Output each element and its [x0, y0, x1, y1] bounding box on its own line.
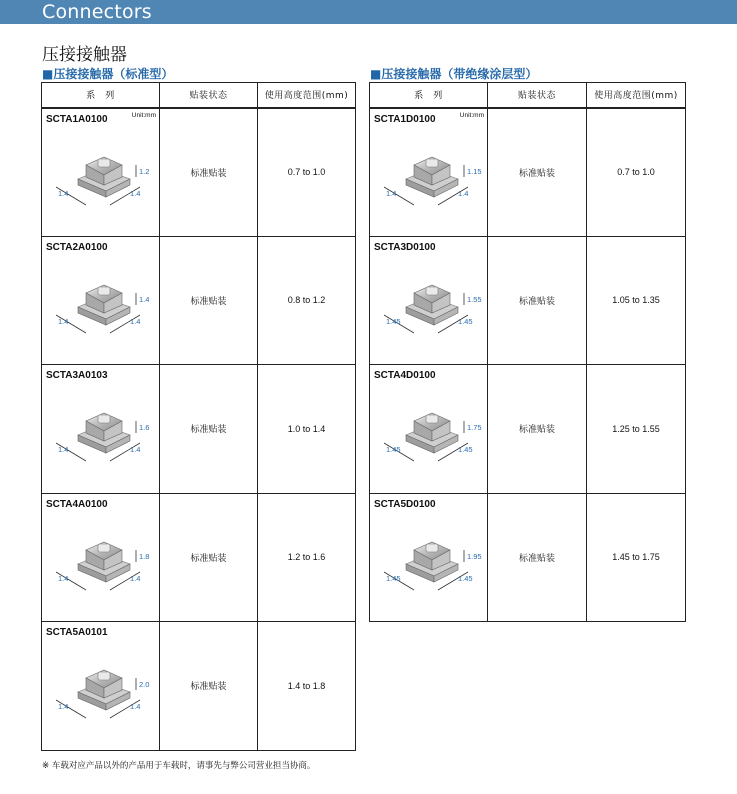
- table-row: [42, 493, 356, 622]
- table-header-row: [370, 83, 686, 108]
- table-row: [42, 365, 356, 494]
- width-dimension: 1.4: [58, 316, 69, 326]
- model-number: SCTA1D0100: [374, 113, 436, 125]
- header-title: Connectors: [42, 1, 152, 23]
- table-row: [42, 236, 356, 365]
- page-title: 压接接触器: [42, 45, 127, 65]
- left-section-title: [42, 65, 173, 82]
- height-range-cell: 1.0 to 1.4: [258, 365, 356, 494]
- unit-label: Unit:mm: [131, 111, 156, 119]
- depth-dimension: 1.4: [130, 702, 141, 711]
- width-dimension: 1.45: [386, 573, 401, 583]
- series-cell: [42, 108, 160, 237]
- height-range-cell: 0.8 to 1.2: [258, 236, 356, 365]
- series-cell: [42, 493, 160, 622]
- series-cell: [370, 108, 488, 237]
- height-range-cell: 0.7 to 1.0: [587, 108, 686, 237]
- model-number: SCTA4A0100: [46, 498, 108, 510]
- table-header-row: [42, 83, 356, 108]
- width-dimension: 1.45: [386, 316, 401, 326]
- series-cell: [42, 236, 160, 365]
- depth-dimension: 1.4: [458, 188, 469, 198]
- width-dimension: 1.4: [386, 188, 397, 198]
- height-range-cell: 1.45 to 1.75: [587, 493, 686, 622]
- depth-dimension: 1.4: [130, 316, 141, 326]
- series-cell: [42, 365, 160, 494]
- depth-dimension: 1.45: [458, 445, 473, 454]
- depth-dimension: 1.45: [458, 316, 473, 326]
- standard-type-table: [41, 82, 356, 751]
- height-range-cell: 1.2 to 1.6: [258, 493, 356, 622]
- mount-state-cell: 标准贴装: [160, 493, 258, 622]
- contact-part-icon: [78, 285, 130, 325]
- column-header-range: 使用高度范围(mm): [587, 83, 686, 108]
- depth-dimension: 1.4: [130, 188, 141, 198]
- contact-part-icon: [406, 157, 458, 197]
- table-row: [42, 108, 356, 237]
- column-header-mount: 贴装状态: [160, 83, 258, 108]
- model-number: SCTA1A0100: [46, 113, 108, 125]
- mount-state-cell: 标准贴装: [160, 236, 258, 365]
- height-dimension: 1.95: [467, 551, 482, 561]
- footnote: ※ 车载对应产品以外的产品用于车载时，请事先与弊公司营业担当协商。: [42, 761, 316, 771]
- model-number: SCTA5A0101: [46, 627, 108, 638]
- contact-part-icon: [78, 413, 130, 453]
- column-header-series: 系 列: [370, 83, 488, 108]
- depth-dimension: 1.45: [458, 573, 473, 583]
- width-dimension: 1.4: [58, 573, 69, 583]
- series-cell: [370, 493, 488, 622]
- right-section-title: [370, 65, 537, 82]
- series-cell: [370, 236, 488, 365]
- coated-type-table: [369, 82, 686, 622]
- column-header-series: 系 列: [42, 83, 160, 108]
- height-dimension: 1.15: [467, 166, 482, 176]
- depth-dimension: 1.4: [130, 445, 141, 454]
- column-header-mount: 贴装状态: [488, 83, 587, 108]
- width-dimension: 1.4: [58, 188, 69, 198]
- table-row: [42, 622, 356, 751]
- model-number: SCTA3A0103: [46, 370, 108, 381]
- header-bar: [0, 0, 737, 24]
- series-cell: [42, 622, 160, 751]
- table-row: [370, 365, 686, 494]
- mount-state-cell: 标准贴装: [160, 622, 258, 751]
- mount-state-cell: 标准贴装: [488, 108, 587, 237]
- height-dimension: 1.6: [139, 423, 150, 432]
- right-section-title-text: ■压接接触器（带绝缘涂层型）: [370, 67, 538, 81]
- table-row: [370, 108, 686, 237]
- height-dimension: 1.8: [139, 551, 150, 561]
- contact-part-icon: [78, 670, 130, 710]
- contact-part-icon: [78, 157, 130, 197]
- unit-label: Unit:mm: [459, 111, 484, 119]
- mount-state-cell: 标准贴装: [160, 365, 258, 494]
- table-row: [370, 236, 686, 365]
- width-dimension: 1.4: [58, 445, 69, 454]
- model-number: SCTA5D0100: [374, 498, 436, 510]
- height-dimension: 2.0: [139, 680, 150, 689]
- height-dimension: 1.75: [467, 423, 482, 432]
- column-header-range: 使用高度范围(mm): [258, 83, 356, 108]
- width-dimension: 1.45: [386, 445, 401, 454]
- height-range-cell: 0.7 to 1.0: [258, 108, 356, 237]
- height-range-cell: 1.25 to 1.55: [587, 365, 686, 494]
- series-cell: [370, 365, 488, 494]
- model-number: SCTA3D0100: [374, 241, 436, 253]
- height-dimension: 1.4: [139, 294, 150, 304]
- model-number: SCTA2A0100: [46, 241, 108, 253]
- contact-part-icon: [78, 542, 130, 582]
- mount-state-cell: 标准贴装: [160, 108, 258, 237]
- mount-state-cell: 标准贴装: [488, 365, 587, 494]
- height-dimension: 1.2: [139, 166, 150, 176]
- mount-state-cell: 标准贴装: [488, 493, 587, 622]
- width-dimension: 1.4: [58, 702, 69, 711]
- depth-dimension: 1.4: [130, 573, 141, 583]
- contact-part-icon: [406, 413, 458, 453]
- contact-part-icon: [406, 285, 458, 325]
- contact-part-icon: [406, 542, 458, 582]
- mount-state-cell: 标准贴装: [488, 236, 587, 365]
- height-dimension: 1.55: [467, 294, 482, 304]
- height-range-cell: 1.4 to 1.8: [258, 622, 356, 751]
- height-range-cell: 1.05 to 1.35: [587, 236, 686, 365]
- left-section-title-text: ■压接接触器（标准型）: [42, 67, 174, 81]
- table-row: [370, 493, 686, 622]
- model-number: SCTA4D0100: [374, 370, 436, 381]
